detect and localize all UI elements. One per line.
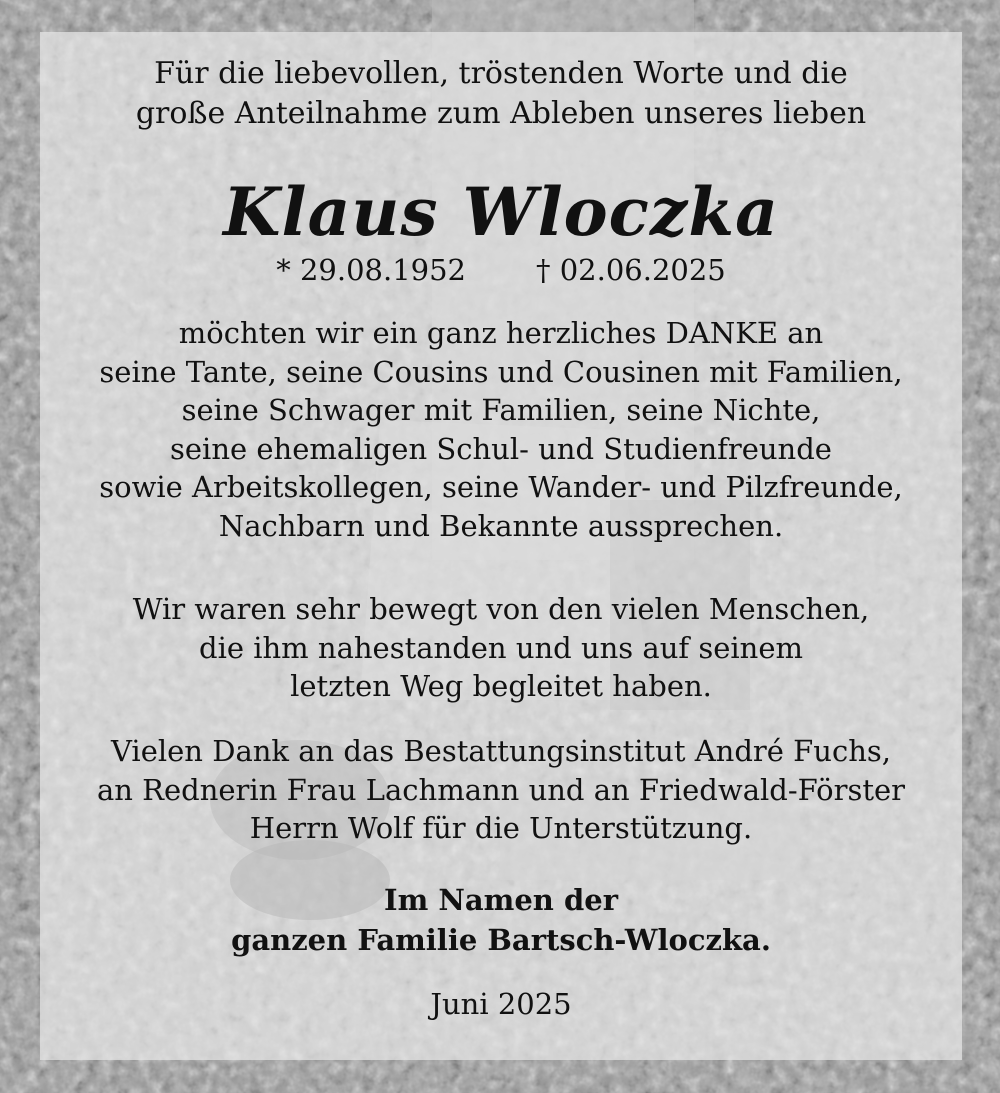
thanks-line: seine Tante, seine Cousins und Cousinen mit Familien, [99, 354, 903, 389]
thanks-line: möchten wir ein ganz herzliches DANKE an [178, 316, 824, 350]
thanks-paragraph [40, 314, 962, 545]
intro-line: Für die liebevollen, tröstenden Worte und die [154, 56, 848, 91]
signature-line: ganzen Familie Bartsch-Wloczka. [231, 923, 771, 957]
moved-paragraph [40, 590, 962, 706]
thanks-line: seine Schwager mit Familien, seine Nichte, [181, 393, 821, 427]
intro-line: große Anteilnahme zum Ableben unseres lieben [135, 96, 867, 131]
notice-content [40, 32, 962, 1060]
deceased-name: Klaus Wloczka [223, 173, 779, 251]
intro-text [40, 54, 962, 134]
family-signature [40, 880, 962, 960]
death-date: † 02.06.2025 [536, 253, 726, 287]
thanks-line: seine ehemaligen Schul- und Studienfreunde [170, 431, 832, 466]
thanks-line: sowie Arbeitskollegen, seine Wander- und Pilzfreunde, [99, 470, 903, 504]
life-dates [40, 252, 962, 288]
moved-line: die ihm nahestanden und uns auf seinem [199, 630, 803, 665]
funeral-thanks-paragraph [40, 732, 962, 848]
thanks-line: Nachbarn und Bekannte aussprechen. [218, 508, 784, 543]
funeral-line: Vielen Dank an das Bestattungsinstitut André Fuchs, [111, 734, 891, 768]
funeral-line: Herrn Wolf für die Unterstützung. [249, 811, 753, 845]
signature-line: Im Namen der [384, 883, 618, 917]
moved-line: letzten Weg begleitet haben. [290, 669, 712, 703]
moved-line: Wir waren sehr bewegt von den vielen Menschen, [132, 592, 870, 626]
notice-date: Juni 2025 [430, 987, 572, 1021]
funeral-line: an Rednerin Frau Lachmann und an Friedwald-Förster [96, 772, 906, 807]
birth-date: * 29.08.1952 [276, 253, 466, 287]
